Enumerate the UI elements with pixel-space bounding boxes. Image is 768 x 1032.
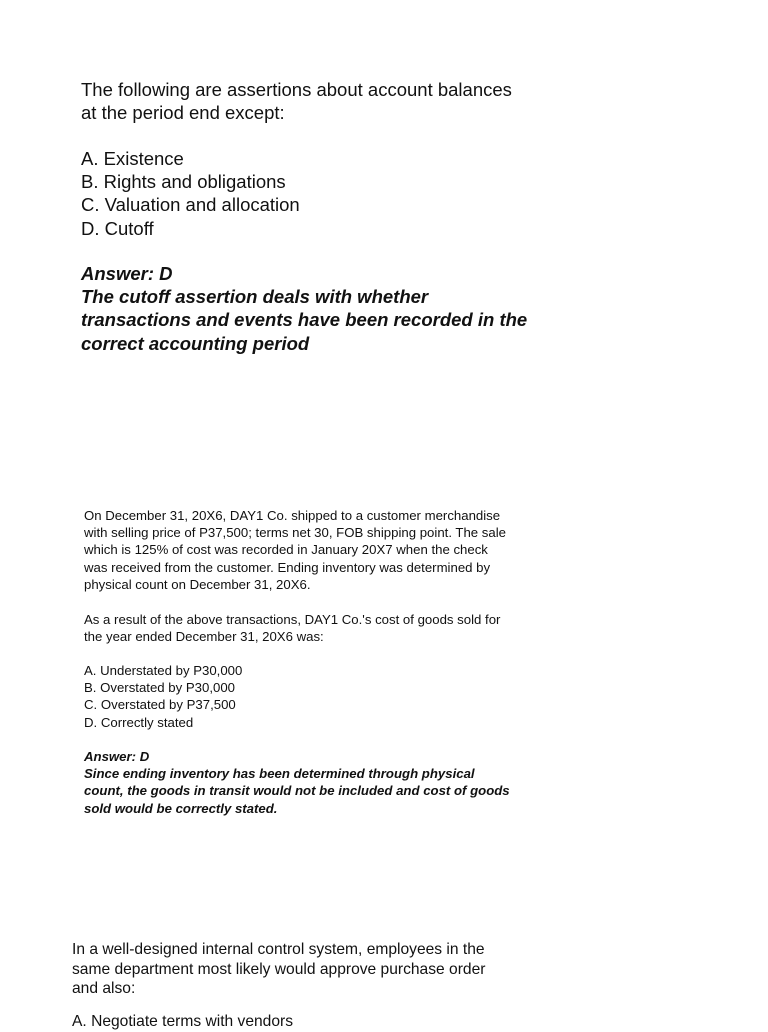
- question-3-stem-line: same department most likely would approve purchase order: [72, 960, 486, 978]
- question-2-option-d: D. Correctly stated: [84, 714, 194, 730]
- question-2-explanation-line: Since ending inventory has been determined through physical: [84, 766, 475, 782]
- question-1-option-c: C. Valuation and allocation: [81, 194, 300, 216]
- question-2-question-line: the year ended December 31, 20X6 was:: [84, 629, 324, 645]
- question-1-options: [81, 147, 300, 240]
- question-2-scenario-line: with selling price of P37,500; terms net 30, FOB shipping point. The sale: [84, 525, 506, 541]
- question-2-explanation-line: sold would be correctly stated.: [84, 800, 278, 816]
- question-1-answer: [81, 262, 527, 355]
- question-1-option-d: D. Cutoff: [81, 217, 154, 239]
- question-1-option-a: A. Existence: [81, 148, 184, 169]
- question-2-scenario-line: which is 125% of cost was recorded in January 20X7 when the check: [84, 542, 488, 558]
- question-1-explanation-line: The cutoff assertion deals with whether: [81, 286, 429, 308]
- question-3-options: [72, 1012, 293, 1032]
- question-2-answer: [84, 748, 510, 817]
- question-2-explanation-line: count, the goods in transit would not be included and cost of goods: [84, 783, 510, 799]
- question-1-stem: [81, 78, 512, 124]
- question-1-stem-line: at the period end except:: [81, 102, 285, 124]
- question-2-question-line: As a result of the above transactions, DAY1 Co.'s cost of goods sold for: [84, 612, 501, 627]
- question-3-stem: [72, 940, 485, 999]
- question-2-question: [84, 611, 500, 645]
- question-2-answer-label: Answer: D: [84, 749, 150, 764]
- question-3-option-a: A. Negotiate terms with vendors: [72, 1013, 294, 1030]
- question-2-option-b: B. Overstated by P30,000: [84, 680, 236, 696]
- question-1-answer-label: Answer: D: [81, 263, 173, 284]
- question-2-option-c: C. Overstated by P37,500: [84, 697, 236, 713]
- question-3-stem-line: In a well-designed internal control system, employees in the: [72, 941, 485, 958]
- question-1-option-b: B. Rights and obligations: [81, 171, 286, 193]
- question-3-stem-line: and also:: [72, 980, 136, 997]
- question-1-explanation-line: transactions and events have been recorded in the: [81, 309, 528, 331]
- question-1-explanation-line: correct accounting period: [81, 332, 310, 354]
- question-2-scenario: [84, 507, 506, 593]
- question-2-scenario-line: was received from the customer. Ending inventory was determined by: [84, 559, 491, 575]
- question-2-option-a: A. Understated by P30,000: [84, 663, 243, 678]
- question-2-scenario-line: On December 31, 20X6, DAY1 Co. shipped to a customer merchandise: [84, 508, 501, 523]
- question-2-scenario-line: physical count on December 31, 20X6.: [84, 576, 311, 592]
- question-1-stem-line: The following are assertions about account balances: [81, 79, 512, 100]
- question-2-options: [84, 662, 242, 731]
